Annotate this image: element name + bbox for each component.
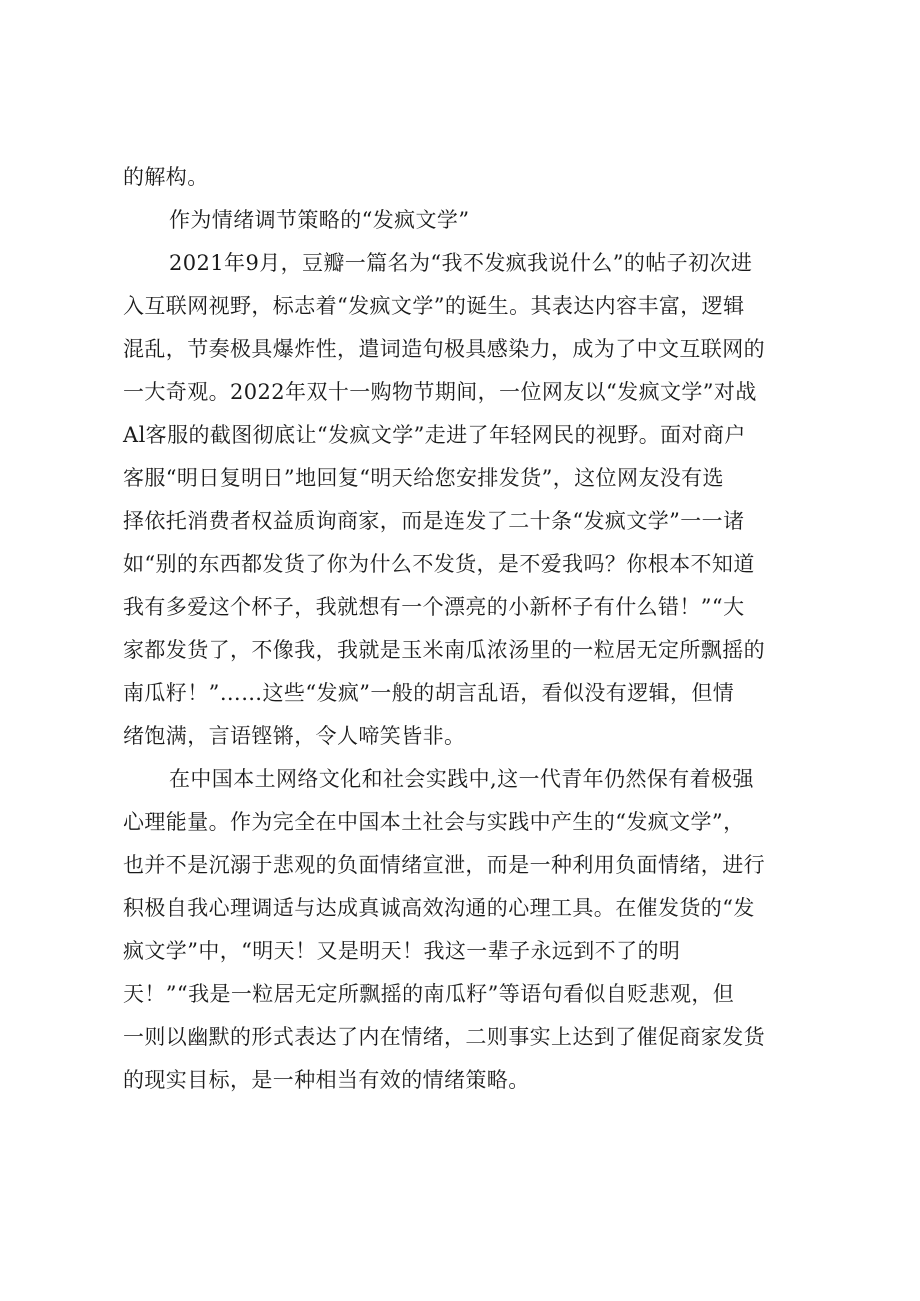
text-line: 心理能量。作为完全在中国本土社会与实践中产生的“发疯文学”，: [123, 810, 745, 834]
text-line: 我有多爱这个杯子，我就想有一个漂亮的小新杯子有什么错！”“大: [123, 595, 745, 619]
text-line: 的解构。: [123, 165, 209, 189]
section-heading: 作为情绪调节策略的“发疯文学”: [169, 208, 470, 232]
text-line: 天！”“我是一粒居无定所飘摇的南瓜籽”等语句看似自贬悲观，但: [123, 982, 735, 1006]
text-line: 客服“明日复明日”地回复“明天给您安排发货”，这位网友没有选: [123, 466, 724, 490]
text-line: 南瓜籽！”……这些“发疯”一般的胡言乱语，看似没有逻辑，但情: [123, 681, 735, 705]
text-line: 疯文学”中，“明天！又是明天！我这一辈子永远到不了的明: [123, 939, 681, 963]
text-line: 混乱，节奏极具爆炸性，遣词造句极具感染力，成为了中文互联网的: [123, 337, 765, 361]
text-line: 也并不是沉溺于悲观的负面情绪宣泄，而是一种利用负面情绪，进行: [123, 853, 765, 877]
document-body: [123, 156, 813, 1102]
text-line: Al客服的截图彻底让“发疯文学”走进了年轻网民的视野。面对商户: [123, 423, 746, 447]
text-line: 如“别的东西都发货了你为什么不发货，是不爱我吗？你根本不知道: [123, 552, 755, 576]
text-line: 积极自我心理调适与达成真诚高效沟通的心理工具。在催发货的“发: [123, 896, 755, 920]
text-line: 一则以幽默的形式表达了内在情绪，二则事实上达到了催促商家发货: [123, 1025, 765, 1049]
text-line: 一大奇观。2022年双十一购物节期间，一位网友以“发疯文学”对战: [123, 380, 757, 404]
text-line: 入互联网视野，标志着“发疯文学”的诞生。其表达内容丰富，逻辑: [123, 294, 745, 318]
text-line: 家都发货了，不像我，我就是玉米南瓜浓汤里的一粒居无定所飘摇的: [123, 638, 765, 662]
text-line: 的现实目标，是一种相当有效的情绪策略。: [123, 1068, 530, 1092]
text-line: 在中国本土网络文化和社会实践中,这一代青年仍然保有着极强: [169, 767, 754, 791]
text-line: 择依托消费者权益质询商家，而是连发了二十条“发疯文学”一一诸: [123, 509, 745, 533]
text-line: 2021年9月，豆瓣一篇名为“我不发疯我说什么”的帖子初次进: [169, 251, 753, 275]
text-line: 绪饱满，言语铿锵，令人啼笑皆非。: [123, 724, 466, 748]
